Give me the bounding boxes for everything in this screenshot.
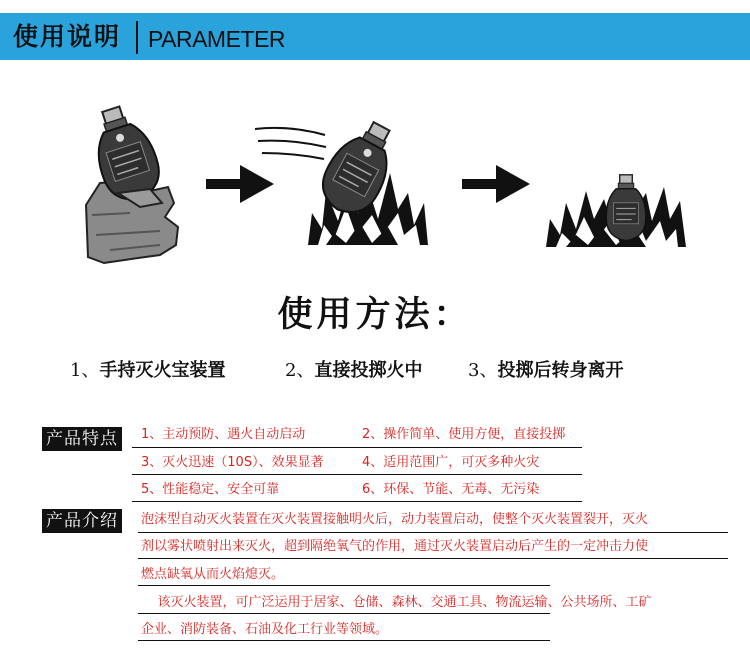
- underline: [138, 613, 550, 614]
- step-text: 投掷后转身离开: [497, 360, 624, 381]
- feature-item: 1、主动预防、遇火自动启动: [141, 427, 306, 442]
- intro-line: 企业、消防装备、石油及化工行业等领域。: [141, 622, 389, 637]
- intro-line: 剂以雾状喷射出来灭火，超到隔绝氧气的作用，通过灭火装置启动后产生的一定冲击力使: [141, 539, 649, 554]
- feature-item: 5、性能稳定、安全可靠: [141, 482, 280, 497]
- feature-item: 6、环保、节能、无毒、无污染: [362, 482, 540, 497]
- feature-item: 2、操作简单、使用方便，直接投掷: [362, 427, 566, 442]
- usage-method-title: 使用方法：: [277, 295, 473, 335]
- header-bar: [0, 13, 750, 60]
- arrow-right-icon: [206, 165, 274, 203]
- step-number: 1、: [70, 360, 100, 381]
- intro-line: 燃点缺氧从而火焰熄灭。: [141, 567, 285, 582]
- underline: [138, 558, 728, 559]
- step-number: 3、: [468, 360, 498, 381]
- header-title-cn: 使用说明: [13, 22, 122, 51]
- intro-line: 泡沫型自动灭火装置在灭火装置接触明火后，动力装置启动，使整个灭火装置裂开，灭火: [141, 512, 649, 527]
- underline: [138, 640, 550, 641]
- hand-holding-extinguisher: [84, 101, 178, 263]
- feature-item: 4、适用范围广，可灭多种火灾: [362, 455, 540, 470]
- underline: [132, 447, 582, 448]
- usage-illustration: [0, 95, 750, 275]
- underline: [138, 532, 728, 533]
- intro-tag: 产品介绍: [42, 509, 122, 533]
- step-3: [468, 358, 623, 384]
- step-text: 直接投掷火中: [314, 360, 423, 381]
- header-title-en: PARAMETER: [148, 26, 285, 52]
- step-text: 手持灭火宝装置: [99, 360, 226, 381]
- step-number: 2、: [285, 360, 315, 381]
- feature-item: 3、灭火迅速（10S）、效果显著: [141, 455, 324, 470]
- underline: [132, 501, 582, 502]
- usage-steps: [0, 358, 750, 388]
- header-divider: [136, 21, 138, 54]
- step-2: [285, 358, 422, 384]
- extinguisher-in-fire: [546, 175, 686, 247]
- arrow-right-icon: [462, 165, 530, 203]
- underline: [132, 474, 582, 475]
- extinguisher-thrown-into-fire: [255, 113, 428, 245]
- underline: [138, 585, 550, 586]
- intro-line: 该灭火装置，可广泛运用于居家、仓储、森林、交通工具、物流运输、公共场所、工矿: [141, 595, 652, 610]
- features-tag: 产品特点: [42, 427, 122, 451]
- step-1: [70, 358, 225, 384]
